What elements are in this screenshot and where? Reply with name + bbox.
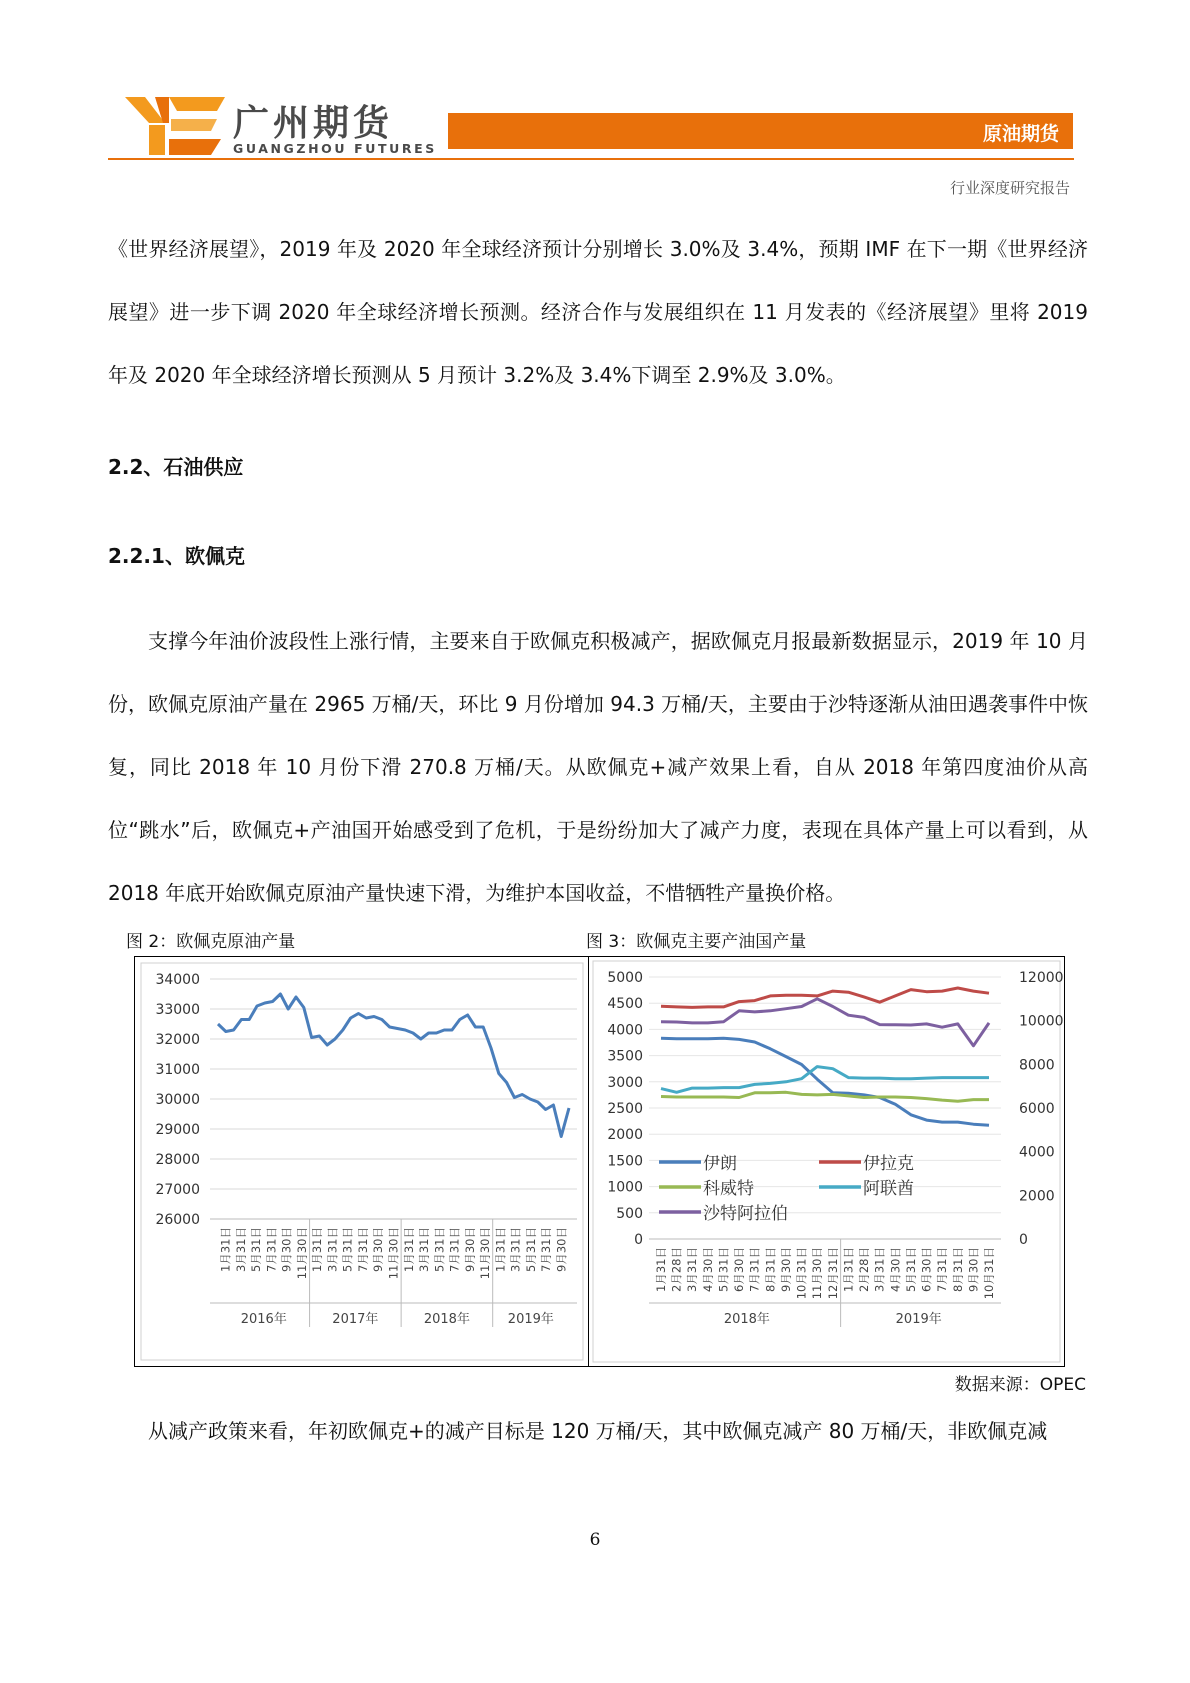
chart3-ytick-left-label: 4500 xyxy=(607,996,643,1013)
report-type: 行业深度研究报告 xyxy=(949,179,1070,197)
chart3-xtick-label: 3月31日 xyxy=(872,1247,887,1292)
chart3-xtick-label: 9月30日 xyxy=(778,1247,793,1292)
chart3-year-label: 2019年 xyxy=(895,1312,942,1327)
chart2-xtick-label: 9月30日 xyxy=(371,1227,386,1272)
chart2-xtick-label: 9月30日 xyxy=(462,1227,477,1272)
header-divider xyxy=(108,158,1074,160)
chart3-svg xyxy=(589,957,1064,1366)
section-label: 原油期货 xyxy=(982,123,1059,145)
chart2-xtick-label: 11月30日 xyxy=(294,1227,309,1280)
chart2-xtick-label: 5月31日 xyxy=(523,1227,538,1272)
chart2-xtick-label: 11月30日 xyxy=(478,1227,493,1280)
chart3-caption: 图 3：欧佩克主要产油国产量 xyxy=(586,932,807,952)
chart3-xtick-label: 7月31日 xyxy=(747,1247,762,1292)
chart2-year-label: 2018年 xyxy=(423,1312,470,1327)
chart3-xtick-label: 11月30日 xyxy=(810,1247,825,1300)
chart2-series-line xyxy=(218,994,569,1137)
page-number: 6 xyxy=(589,1530,601,1550)
chart3-series-line xyxy=(661,1067,989,1093)
chart3-ytick-right-label: 4000 xyxy=(1019,1144,1055,1161)
chart3-legend-label: 伊拉克 xyxy=(863,1154,914,1174)
chart2-xtick-label: 1月31日 xyxy=(218,1227,233,1272)
chart3-xtick-label: 10月31日 xyxy=(794,1247,809,1300)
chart2-ytick-label: 34000 xyxy=(155,972,200,988)
chart3-series-line xyxy=(661,988,989,1007)
chart3-xtick-label: 4月30日 xyxy=(888,1247,903,1292)
chart2-caption: 图 2：欧佩克原油产量 xyxy=(126,932,296,952)
chart3-ytick-left-label: 4000 xyxy=(607,1022,643,1039)
chart3-ytick-right-label: 8000 xyxy=(1019,1057,1055,1074)
chart2-year-label: 2019年 xyxy=(507,1312,554,1327)
chart2-svg xyxy=(135,957,589,1366)
chart3-ytick-left-label: 2000 xyxy=(607,1127,643,1144)
chart2-xtick-label: 3月31日 xyxy=(325,1227,340,1272)
chart2-ytick-label: 33000 xyxy=(155,1002,200,1018)
chart2-year-label: 2017年 xyxy=(332,1312,379,1327)
chart2-ytick-label: 31000 xyxy=(155,1062,200,1078)
chart2-xtick-label: 7月31日 xyxy=(355,1227,370,1272)
heading-oil-supply: 2.2、石油供应 xyxy=(108,455,244,479)
chart2-xtick-label: 7月31日 xyxy=(264,1227,279,1272)
chart3-legend-label: 阿联酋 xyxy=(863,1179,914,1199)
chart3-ytick-left-label: 1500 xyxy=(607,1153,643,1170)
chart3-ytick-left-label: 2500 xyxy=(607,1101,643,1117)
chart3-xtick-label: 8月31日 xyxy=(763,1247,778,1292)
chart3-xtick-label: 5月31日 xyxy=(716,1247,731,1292)
chart2-xtick-label: 3月31日 xyxy=(508,1227,523,1272)
brand-name-cn: 广州期货 xyxy=(233,103,394,144)
chart3-legend-label: 科威特 xyxy=(703,1179,754,1199)
chart3-ytick-left-label: 3000 xyxy=(607,1074,643,1091)
chart2-xtick-label: 1月31日 xyxy=(310,1227,325,1272)
chart3-ytick-left-label: 500 xyxy=(616,1205,643,1222)
chart3-series-line xyxy=(661,1092,989,1101)
chart3-xtick-label: 1月31日 xyxy=(654,1247,668,1292)
chart3-ytick-left-label: 0 xyxy=(634,1232,643,1248)
chart3-xtick-label: 6月30日 xyxy=(919,1247,934,1292)
heading-opec: 2.2.1、欧佩克 xyxy=(108,544,245,568)
chart2-xtick-label: 11月30日 xyxy=(386,1227,401,1280)
chart3-ytick-left-label: 1000 xyxy=(607,1179,643,1196)
chart2-xtick-label: 5月31日 xyxy=(249,1227,264,1272)
brand-name-en: GUANGZHOU FUTURES xyxy=(233,141,437,156)
chart2-xtick-label: 7月31日 xyxy=(539,1227,554,1272)
chart2-xtick-label: 9月30日 xyxy=(279,1227,294,1272)
chart2-frame xyxy=(134,956,590,1367)
paragraph-opec-production: 支撑今年油价波段性上涨行情，主要来自于欧佩克积极减产，据欧佩克月报最新数据显示，2019 年 10 月份，欧佩克原油产量在 2965 万桶/天，环比 9 月份增加 94.3 万桶/天，主要由于沙特逐渐从油田遇袭事件中恢复，同比 2018 年 10 月份下滑 270.8 万桶/天。从欧佩克+减产效果上看，自从 2018 年第四度油价从高位“跳水”后，欧佩克+产油国开始感受到了危机，于是纷纷加大了减产力度，表现在具体产量上可以看到，从 2018 年底开始欧佩克原油产量快速下滑，为维护本国收益，不惜牺牲产量换价格。 xyxy=(108,629,1088,905)
chart3-ytick-right-label: 6000 xyxy=(1019,1101,1055,1117)
chart2-ytick-label: 27000 xyxy=(155,1182,200,1198)
chart2-ytick-label: 29000 xyxy=(155,1122,200,1138)
data-source: 数据来源：OPEC xyxy=(954,1375,1086,1395)
paragraph-economic-outlook: 《世界经济展望》，2019 年及 2020 年全球经济预计分别增长 3.0%及 3.4%，预期 IMF 在下一期《世界经济展望》进一步下调 2020 年全球经济增长预测。经济合作与发展组织在 11 月发表的《经济展望》里将 2019 年及 2020 年全球经济增长预测从 5 月预计 3.2%及 3.4%下调至 2.9%及 3.0%。 xyxy=(108,237,1088,387)
chart3-ytick-right-label: 2000 xyxy=(1019,1188,1055,1205)
chart2-xtick-label: 7月31日 xyxy=(447,1227,462,1272)
chart3-xtick-label: 6月30日 xyxy=(732,1247,747,1292)
chart3-xtick-label: 5月31日 xyxy=(903,1247,918,1292)
chart3-xtick-label: 2月28日 xyxy=(857,1247,872,1292)
brand-logo xyxy=(125,95,437,160)
chart2-xtick-label: 5月31日 xyxy=(340,1227,355,1272)
chart3-ytick-left-label: 3500 xyxy=(607,1048,643,1065)
paragraph-cut-policy: 从减产政策来看，年初欧佩克+的减产目标是 120 万桶/天，其中欧佩克减产 80 万桶/天，非欧佩克减 xyxy=(148,1419,1048,1443)
chart3-legend-label: 伊朗 xyxy=(703,1154,737,1174)
chart2-ytick-label: 30000 xyxy=(155,1092,200,1108)
chart3-xtick-label: 3月31日 xyxy=(685,1247,700,1292)
chart3-year-label: 2018年 xyxy=(723,1312,770,1327)
chart2-ytick-label: 28000 xyxy=(155,1152,200,1168)
chart2-xtick-label: 3月31日 xyxy=(417,1227,432,1272)
chart3-xtick-label: 10月31日 xyxy=(982,1247,996,1300)
chart3-xtick-label: 4月30日 xyxy=(700,1247,715,1292)
chart3-ytick-right-label: 10000 xyxy=(1019,1013,1064,1030)
chart3-xtick-label: 1月31日 xyxy=(841,1247,856,1292)
chart2-year-label: 2016年 xyxy=(240,1312,287,1327)
chart3-ytick-right-label: 0 xyxy=(1019,1232,1028,1248)
chart3-xtick-label: 2月28日 xyxy=(669,1247,684,1292)
chart2-ytick-label: 32000 xyxy=(155,1032,200,1048)
chart2-xtick-label: 3月31日 xyxy=(233,1227,248,1272)
chart2-xtick-label: 1月31日 xyxy=(401,1227,416,1272)
chart3-ytick-left-label: 5000 xyxy=(607,970,643,986)
chart2-xtick-label: 9月30日 xyxy=(554,1227,569,1272)
chart2-xtick-label: 5月31日 xyxy=(432,1227,447,1272)
chart3-xtick-label: 12月31日 xyxy=(825,1247,840,1300)
chart3-ytick-right-label: 12000 xyxy=(1019,970,1064,986)
chart3-xtick-label: 7月31日 xyxy=(935,1247,950,1292)
chart3-xtick-label: 9月30日 xyxy=(966,1247,981,1292)
chart3-legend-label: 沙特阿拉伯 xyxy=(703,1204,788,1224)
chart2-xtick-label: 1月31日 xyxy=(493,1227,508,1272)
chart3-xtick-label: 8月31日 xyxy=(950,1247,965,1292)
logo-mark-icon xyxy=(125,95,225,160)
chart2-inner-border xyxy=(141,963,583,1360)
chart2-ytick-label: 26000 xyxy=(155,1212,200,1228)
chart3-frame xyxy=(588,956,1065,1367)
section-banner xyxy=(448,113,1073,149)
